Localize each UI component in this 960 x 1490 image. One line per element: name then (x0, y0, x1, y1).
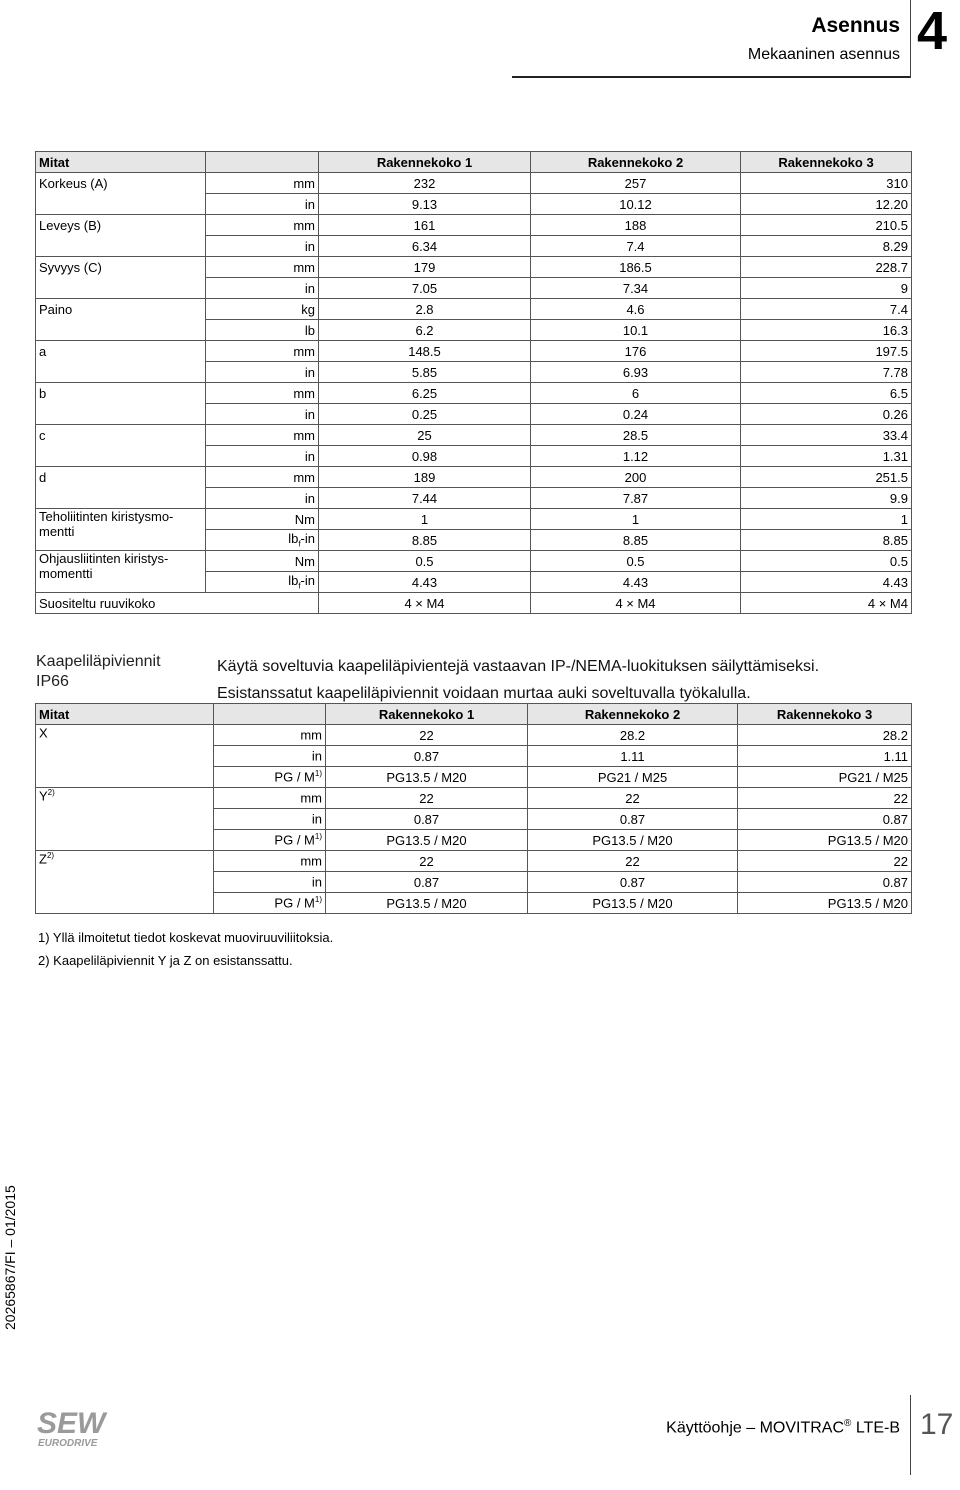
value-cell: PG21 / M25 (738, 767, 912, 788)
unit-cell (206, 572, 319, 593)
cable-glands-text: Käytä soveltuvia kaapeliläpivientejä vastaavan IP-/NEMA-luokituksen säilyttämiseksi. Esistanssatut kaapeliläpiviennit voidaan murtaa auki soveltuvalla työkalulla. (217, 658, 820, 702)
document-code: 20265867/FI – 01/2015 (2, 1185, 18, 1330)
value-cell: 0.25 (319, 404, 531, 425)
row-label: a (36, 341, 206, 362)
header-cell: Mitat (36, 152, 206, 173)
header-cell: Rakennekoko 2 (528, 704, 738, 725)
value-cell: 1.11 (738, 746, 912, 767)
unit-cell: Nm (206, 551, 319, 572)
unit-cell: in (206, 362, 319, 383)
value-cell: 12.20 (741, 194, 912, 215)
value-cell: 0.26 (741, 404, 912, 425)
table-row (36, 383, 912, 404)
table-row (36, 257, 912, 278)
table-row (36, 725, 912, 746)
value-cell: 22 (738, 851, 912, 872)
unit-text: in (311, 811, 322, 827)
unit-text: mm (300, 727, 322, 743)
value-cell: 4 × M4 (741, 593, 912, 614)
row-label: d (36, 467, 206, 488)
table-row (36, 788, 912, 809)
value-cell: 232 (319, 173, 531, 194)
table-row (36, 593, 912, 614)
value-cell: 25 (319, 425, 531, 446)
row-label: Leveys (B) (36, 215, 206, 236)
value-cell: 22 (528, 788, 738, 809)
unit-cell (206, 530, 319, 551)
value-cell: 188 (531, 215, 741, 236)
row-label: Korkeus (A) (36, 173, 206, 194)
row-label (36, 362, 206, 383)
value-cell: PG13.5 / M20 (528, 830, 738, 851)
table-row (36, 551, 912, 572)
value-cell: 0.87 (326, 809, 528, 830)
table-row (36, 467, 912, 488)
footnote-2: 2) Kaapeliläpiviennit Y ja Z on esistanssattu. (38, 953, 293, 968)
value-cell: PG13.5 / M20 (738, 893, 912, 914)
value-cell: 7.34 (531, 278, 741, 299)
value-cell: 210.5 (741, 215, 912, 236)
unit-cell: in (206, 488, 319, 509)
unit-text: PG / M (274, 769, 315, 785)
table-row (36, 488, 912, 509)
unit-cell: kg (206, 299, 319, 320)
row-label: b (36, 383, 206, 404)
unit-cell: mm (206, 383, 319, 404)
table-row (36, 194, 912, 215)
value-cell: 16.3 (741, 320, 912, 341)
group-label-sup: 2) (47, 788, 55, 797)
sew-eurodrive-logo (36, 1406, 116, 1451)
unit-cell: in (206, 404, 319, 425)
value-cell: 189 (319, 467, 531, 488)
value-cell: 5.85 (319, 362, 531, 383)
value-cell: 8.85 (319, 530, 531, 551)
value-cell: 9.9 (741, 488, 912, 509)
value-cell: 0.24 (531, 404, 741, 425)
value-cell: 176 (531, 341, 741, 362)
page-number: 17 (920, 1408, 954, 1441)
header-cell: Rakennekoko 3 (738, 704, 912, 725)
value-cell: 7.78 (741, 362, 912, 383)
value-cell: 8.85 (741, 530, 912, 551)
unit-cell (214, 851, 326, 872)
table-row (36, 509, 912, 530)
value-cell: 28.2 (528, 725, 738, 746)
unit-base: lb (288, 573, 299, 589)
value-cell: 161 (319, 215, 531, 236)
value-cell: PG13.5 / M20 (528, 893, 738, 914)
value-cell: 4.43 (531, 572, 741, 593)
header-rule (512, 76, 910, 78)
group-label-text: X (39, 725, 48, 741)
unit-cell: in (206, 446, 319, 467)
group-label-text: Z (39, 851, 47, 867)
value-cell: 6.25 (319, 383, 531, 404)
value-cell: 6.34 (319, 236, 531, 257)
row-label: Teholiitinten kiristysmo-mentti (36, 509, 206, 551)
section-title: Asennus (811, 14, 900, 37)
value-cell: 2.8 (319, 299, 531, 320)
unit-text: mm (300, 853, 322, 869)
value-cell: 10.12 (531, 194, 741, 215)
table-row (36, 446, 912, 467)
unit-cell (214, 809, 326, 830)
value-cell: 22 (326, 851, 528, 872)
value-cell: 7.87 (531, 488, 741, 509)
unit-cell (214, 746, 326, 767)
row-label (36, 404, 206, 425)
unit-text: mm (300, 790, 322, 806)
table-row (36, 215, 912, 236)
footer-document-title: Käyttöohje – MOVITRAC® LTE-B (666, 1418, 900, 1437)
unit-cell: mm (206, 467, 319, 488)
value-cell: 257 (531, 173, 741, 194)
row-label (36, 236, 206, 257)
value-cell: 0.98 (319, 446, 531, 467)
row-label: Suositeltu ruuvikoko (36, 593, 319, 614)
value-cell: 179 (319, 257, 531, 278)
value-cell: 6.2 (319, 320, 531, 341)
table-row (36, 362, 912, 383)
logo-text: SEW (37, 1407, 106, 1440)
section-subtitle: Mekaaninen asennus (747, 46, 900, 63)
unit-cell: mm (206, 173, 319, 194)
unit-cell (214, 767, 326, 788)
value-cell: 4.43 (741, 572, 912, 593)
value-cell: 4.6 (531, 299, 741, 320)
value-cell: 1.12 (531, 446, 741, 467)
value-cell: 0.87 (326, 746, 528, 767)
value-cell: 7.05 (319, 278, 531, 299)
value-cell: 7.4 (741, 299, 912, 320)
value-cell: 6 (531, 383, 741, 404)
value-cell: 22 (528, 851, 738, 872)
logo-subtext: EURODRIVE (38, 1438, 98, 1449)
cable-glands-label: Kaapeliläpiviennit IP66 (36, 653, 161, 690)
group-label (36, 788, 214, 851)
unit-base: lb (288, 531, 299, 547)
row-label: Ohjausliitinten kiristys-momentti (36, 551, 206, 593)
value-cell: PG13.5 / M20 (326, 767, 528, 788)
value-cell: 0.5 (741, 551, 912, 572)
value-cell: 7.44 (319, 488, 531, 509)
table-row (36, 299, 912, 320)
unit-cell: mm (206, 341, 319, 362)
value-cell: PG13.5 / M20 (326, 893, 528, 914)
table-row (36, 320, 912, 341)
row-label (36, 194, 206, 215)
row-label (36, 320, 206, 341)
table-row (36, 341, 912, 362)
footnote-1: 1) Yllä ilmoitetut tiedot koskevat muoviruuviliitoksia. (38, 930, 334, 945)
table-row (36, 851, 912, 872)
value-cell: 310 (741, 173, 912, 194)
row-label: c (36, 425, 206, 446)
value-cell: 1 (531, 509, 741, 530)
value-cell: 4 × M4 (531, 593, 741, 614)
value-cell: 1.11 (528, 746, 738, 767)
unit-sup: 1) (314, 895, 322, 905)
footer-divider (910, 1395, 911, 1475)
table-row (36, 404, 912, 425)
value-cell: 1 (319, 509, 531, 530)
value-cell: 28.2 (738, 725, 912, 746)
unit-sub: f (298, 539, 301, 549)
header-cell: Rakennekoko 1 (319, 152, 531, 173)
value-cell: 8.85 (531, 530, 741, 551)
value-cell: 0.5 (531, 551, 741, 572)
value-cell: 0.87 (326, 872, 528, 893)
table-row (36, 236, 912, 257)
table-row (36, 425, 912, 446)
value-cell: 251.5 (741, 467, 912, 488)
header-cell: Rakennekoko 1 (326, 704, 528, 725)
chapter-number: 4 (917, 1, 948, 61)
value-cell: 200 (531, 467, 741, 488)
value-cell: 0.87 (528, 872, 738, 893)
group-label-sup: 2) (46, 851, 55, 860)
unit-cell: mm (206, 425, 319, 446)
unit-cell (214, 872, 326, 893)
unit-cell (214, 725, 326, 746)
unit-cell (214, 830, 326, 851)
value-cell: 0.5 (319, 551, 531, 572)
cable-gland-table (35, 703, 912, 914)
header-cell: Rakennekoko 2 (531, 152, 741, 173)
value-cell: 33.4 (741, 425, 912, 446)
value-cell: PG21 / M25 (528, 767, 738, 788)
value-cell: 0.87 (528, 809, 738, 830)
value-cell: 4 × M4 (319, 593, 531, 614)
value-cell: PG13.5 / M20 (738, 830, 912, 851)
header-divider (910, 0, 911, 78)
unit-sup: 1) (314, 769, 322, 779)
unit-cell (214, 893, 326, 914)
group-label-text: Y (39, 788, 48, 804)
header-cell: Rakennekoko 3 (741, 152, 912, 173)
value-cell: 9 (741, 278, 912, 299)
row-label: Syvyys (C) (36, 257, 206, 278)
value-cell: 6.93 (531, 362, 741, 383)
value-cell: 186.5 (531, 257, 741, 278)
value-cell: 6.5 (741, 383, 912, 404)
unit-cell: in (206, 194, 319, 215)
table-row (36, 278, 912, 299)
value-cell: PG13.5 / M20 (326, 830, 528, 851)
value-cell: 9.13 (319, 194, 531, 215)
unit-suffix: -in (300, 573, 315, 589)
value-cell: 4.43 (319, 572, 531, 593)
row-label: Paino (36, 299, 206, 320)
unit-sup: 1) (314, 832, 322, 842)
unit-cell: mm (206, 257, 319, 278)
value-cell: 1 (741, 509, 912, 530)
dimensions-table (35, 151, 912, 614)
unit-cell (214, 788, 326, 809)
value-cell: 22 (326, 725, 528, 746)
group-label (36, 851, 214, 914)
group-label (36, 725, 214, 788)
value-cell: 228.7 (741, 257, 912, 278)
value-cell: 0.87 (738, 872, 912, 893)
header-cell (206, 152, 319, 173)
unit-cell: lb (206, 320, 319, 341)
row-label (36, 488, 206, 509)
unit-text: in (311, 874, 322, 890)
value-cell: 10.1 (531, 320, 741, 341)
value-cell: 22 (738, 788, 912, 809)
row-label (36, 446, 206, 467)
value-cell: 148.5 (319, 341, 531, 362)
value-cell: 197.5 (741, 341, 912, 362)
unit-text: in (311, 748, 322, 764)
unit-text: PG / M (274, 895, 315, 911)
unit-suffix: -in (300, 531, 315, 547)
unit-cell: in (206, 278, 319, 299)
header-cell: Mitat (36, 704, 214, 725)
header-cell (214, 704, 326, 725)
value-cell: 28.5 (531, 425, 741, 446)
unit-cell: mm (206, 215, 319, 236)
value-cell: 22 (326, 788, 528, 809)
unit-text: PG / M (274, 832, 315, 848)
table-row (36, 173, 912, 194)
table-header-row (36, 704, 912, 725)
value-cell: 8.29 (741, 236, 912, 257)
row-label (36, 278, 206, 299)
unit-cell: in (206, 236, 319, 257)
unit-sub: f (298, 581, 301, 591)
table-header-row (36, 152, 912, 173)
value-cell: 1.31 (741, 446, 912, 467)
value-cell: 7.4 (531, 236, 741, 257)
unit-cell: Nm (206, 509, 319, 530)
value-cell: 0.87 (738, 809, 912, 830)
